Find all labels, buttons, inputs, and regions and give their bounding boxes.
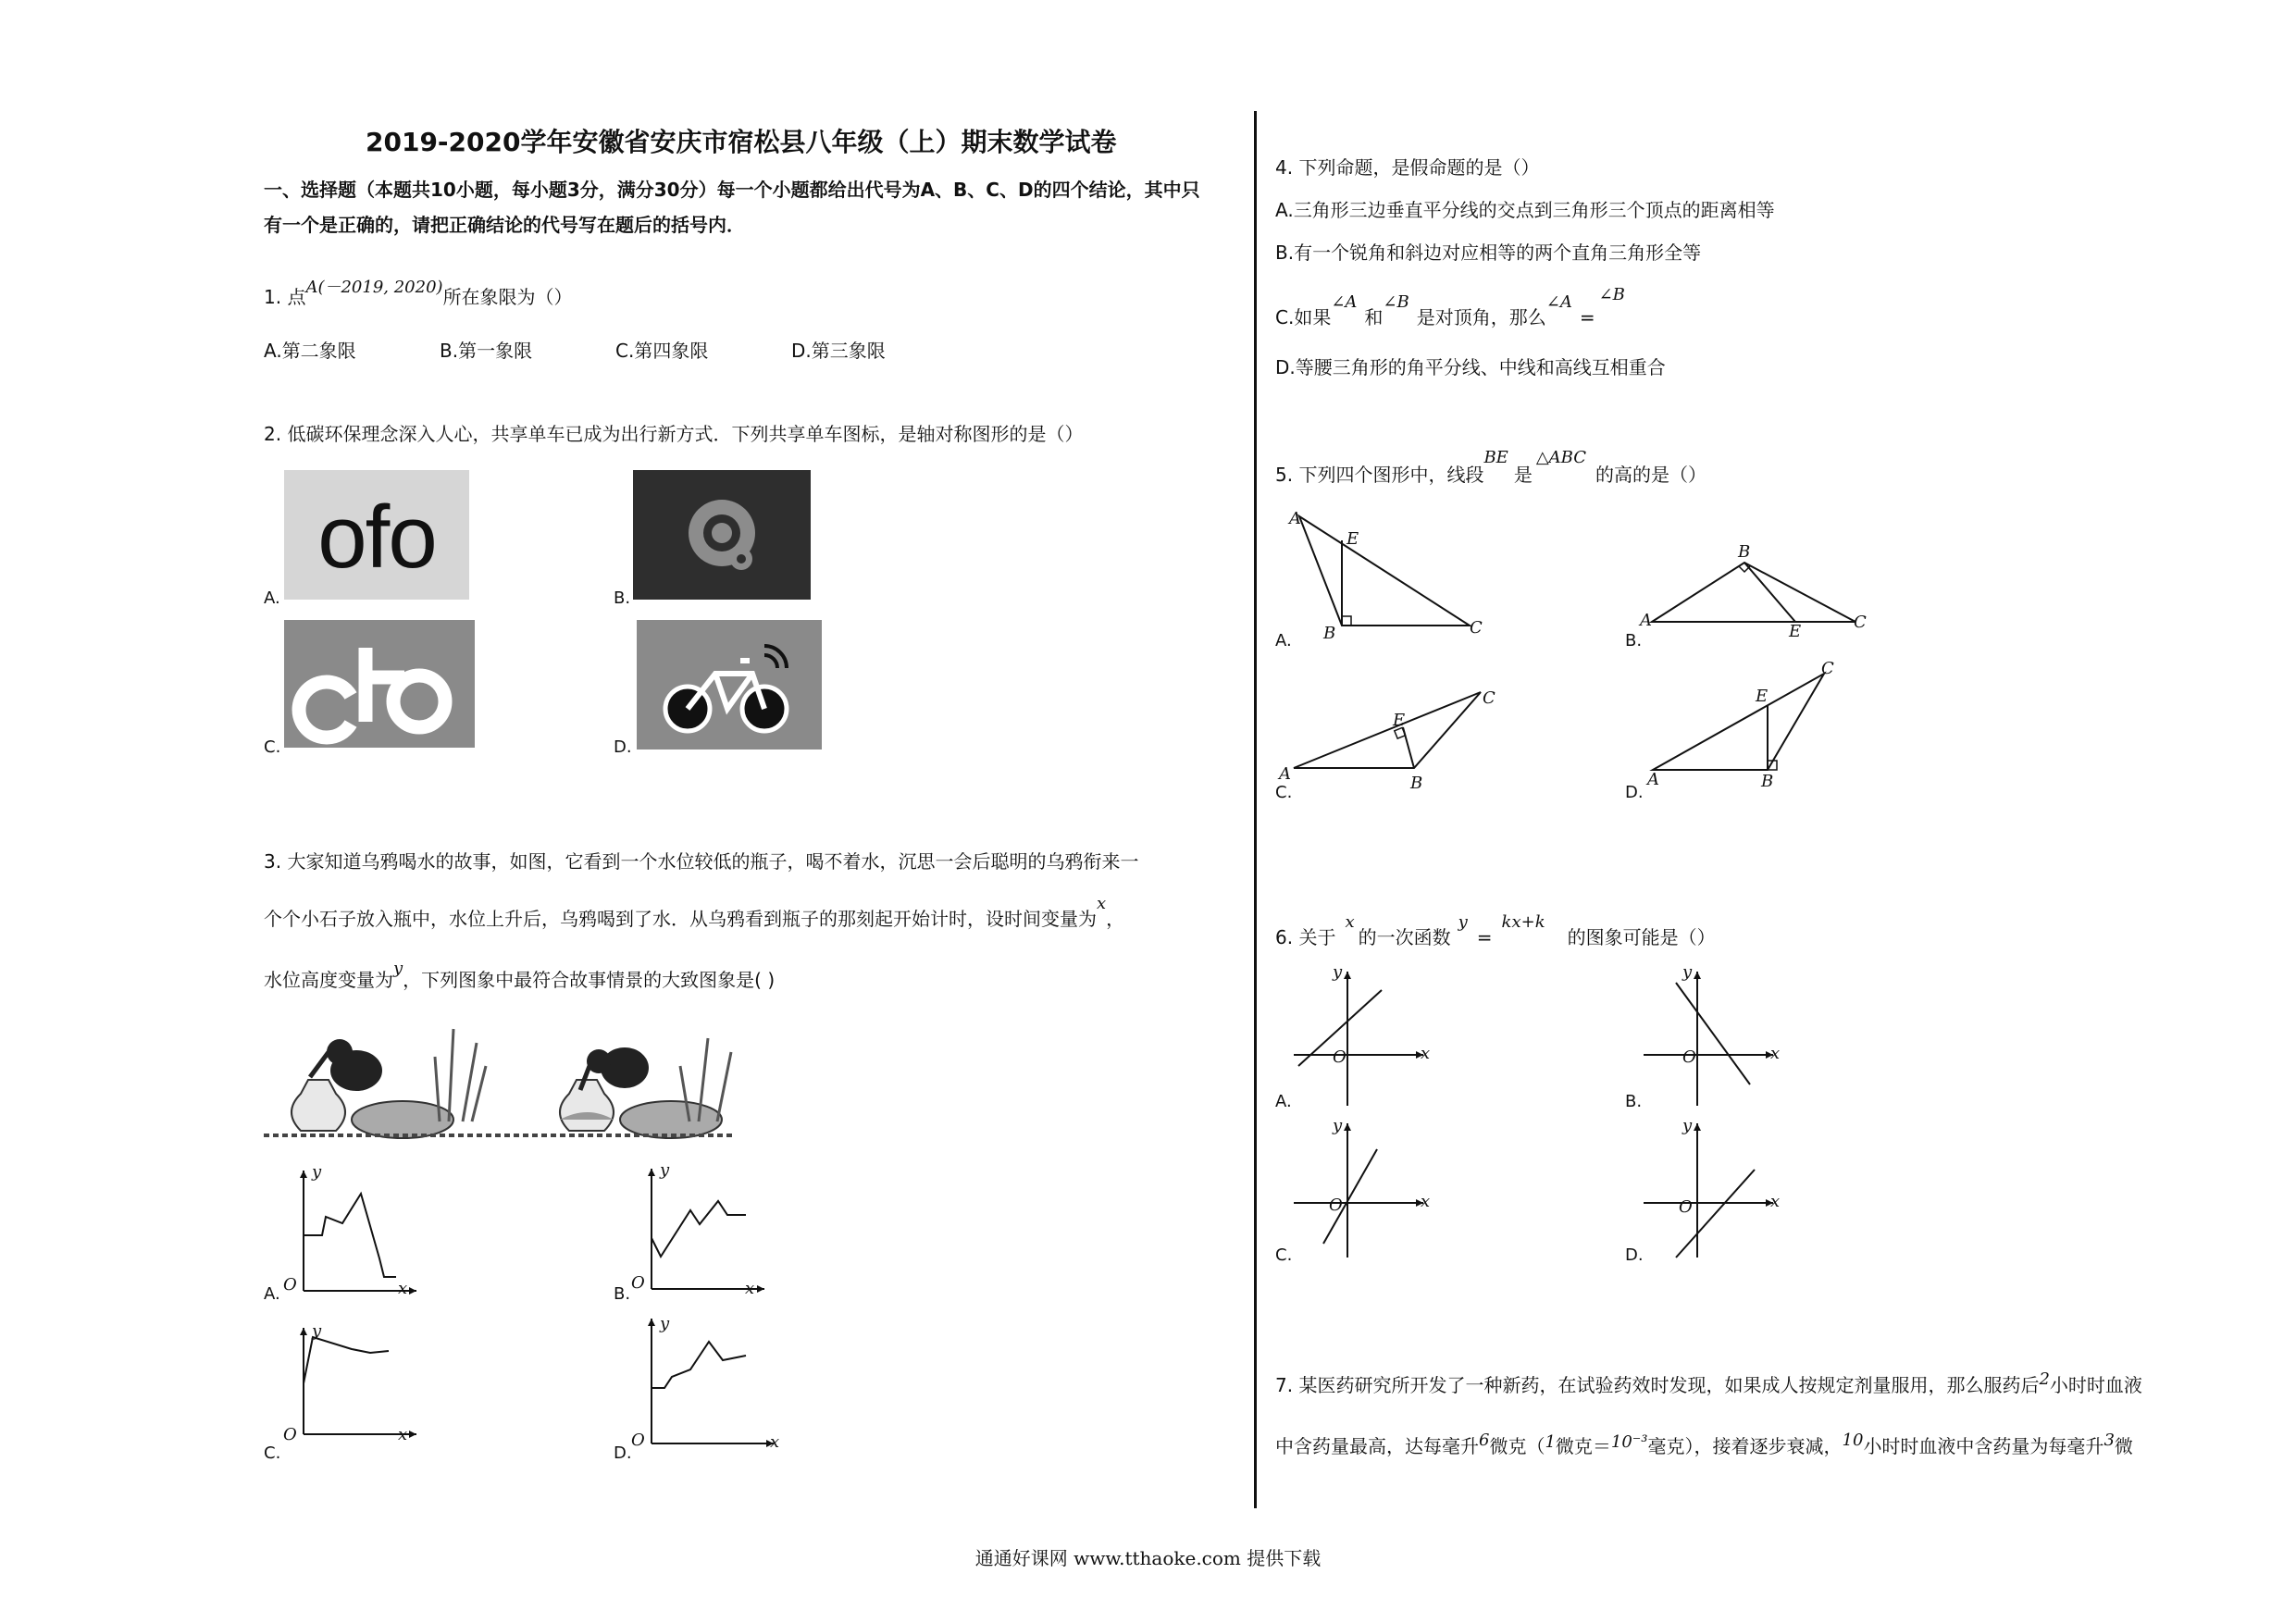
page-title: 2019-2020学年安徽省安庆市宿松县八年级（上）期末数学试卷 xyxy=(366,127,1117,157)
q3c-o: O xyxy=(283,1425,297,1444)
q3-label-d: D. xyxy=(614,1443,632,1463)
q2-label-d: D. xyxy=(614,737,632,757)
page-footer: 通通好课网 www.tthaoke.com 提供下载 xyxy=(974,1547,1322,1569)
q1-stem xyxy=(264,278,573,311)
q5d-a: A xyxy=(1647,770,1659,789)
q4-option-c xyxy=(1275,285,1625,331)
q3b-o: O xyxy=(631,1273,645,1293)
q5c-a: A xyxy=(1279,764,1291,784)
q3-var-y: y xyxy=(393,959,403,978)
q5c-c: C xyxy=(1483,688,1496,708)
q6b-x: x xyxy=(1770,1044,1781,1063)
q4c-angle-a2: ∠A xyxy=(1545,292,1572,312)
q7-l1-pre: 7. 某医药研究所开发了一种新药，在试验药效时发现，如果成人按规定剂量服用，那么服药后 xyxy=(1275,1374,2040,1396)
q5c-e: E xyxy=(1393,711,1406,730)
q5-pre: 5. 下列四个图形中，线段 xyxy=(1275,464,1484,486)
q6-expr: kx+k xyxy=(1501,912,1545,932)
q2-label-c: C. xyxy=(264,737,281,757)
q3a-x: x xyxy=(398,1279,408,1298)
mobike-logo xyxy=(637,620,822,750)
q7-l2-c: 微克＝ xyxy=(1555,1435,1611,1457)
q6-x: x xyxy=(1345,912,1355,932)
q6d-y: y xyxy=(1682,1116,1693,1135)
hello-bike-logo xyxy=(284,620,475,748)
q6-graph-a xyxy=(1285,962,1451,1110)
q5d-b: B xyxy=(1761,772,1774,791)
q5a-b: B xyxy=(1323,624,1336,643)
q6d-x: x xyxy=(1770,1192,1781,1211)
q6-label-b: B. xyxy=(1625,1092,1643,1111)
q5-figure-b xyxy=(1643,546,1874,638)
q4c-angle-b: ∠B xyxy=(1383,292,1409,312)
q7-line2 xyxy=(1275,1431,2133,1460)
q6-stem xyxy=(1275,912,1716,951)
q5b-a: A xyxy=(1640,611,1652,630)
q7-l2-n5: 3 xyxy=(2104,1431,2115,1450)
ofo-logo-text: ofo xyxy=(317,488,436,587)
q5a-a: A xyxy=(1289,509,1301,528)
q2-label-b: B. xyxy=(614,588,631,608)
q3a-y: y xyxy=(312,1162,322,1182)
q3d-y: y xyxy=(660,1314,670,1333)
q4c-pre: C.如果 xyxy=(1275,306,1332,328)
q7-line1 xyxy=(1275,1369,2142,1399)
q1-option-b: B.第一象限 xyxy=(440,340,533,362)
q6c-y: y xyxy=(1333,1116,1343,1135)
crow-scene-2 xyxy=(532,1038,736,1138)
q5-figure-a xyxy=(1285,507,1497,646)
q3d-o: O xyxy=(631,1431,645,1450)
q6-label-a: A. xyxy=(1275,1092,1292,1111)
q7-l2-n2: 1 xyxy=(1545,1432,1556,1452)
q6-label-c: C. xyxy=(1275,1245,1293,1265)
q5-label-c: C. xyxy=(1275,783,1293,802)
q3-line2-pre: 个个小石子放入瓶中，水位上升后，乌鸦喝到了水．从乌鸦看到瓶子的那刻起开始计时，设时间变量为 xyxy=(264,908,1097,930)
q4c-mid2: 是对顶角，那么 xyxy=(1416,306,1546,328)
q3-line2 xyxy=(264,894,1125,933)
q6d-o: O xyxy=(1679,1197,1693,1217)
q2-label-a: A. xyxy=(264,588,280,608)
q3c-y: y xyxy=(312,1321,322,1341)
q6a-x: x xyxy=(1421,1044,1431,1063)
q6-graph-b xyxy=(1634,962,1801,1110)
q5-label-d: D. xyxy=(1625,783,1644,802)
q3-label-a: A. xyxy=(264,1284,280,1304)
q1-option-d: D.第三象限 xyxy=(791,340,886,362)
q5b-e: E xyxy=(1789,622,1802,641)
q3c-x: x xyxy=(398,1425,408,1444)
q5-figure-c xyxy=(1286,685,1499,787)
q7-l2-d: 毫克），接着逐步衰减， xyxy=(1647,1435,1843,1457)
q5-label-b: B. xyxy=(1625,631,1643,650)
q3-line3-post: ，下列图象中最符合故事情景的大致图象是( ) xyxy=(403,969,776,991)
q6b-y: y xyxy=(1682,962,1693,982)
q3-line3 xyxy=(264,959,776,994)
q1-pre: 1. 点 xyxy=(264,286,306,308)
q1-post: 所在象限为（） xyxy=(442,286,573,308)
q6-graph-d xyxy=(1634,1114,1801,1262)
q5a-c: C xyxy=(1470,618,1483,638)
column-divider xyxy=(1254,111,1257,1508)
q5d-c: C xyxy=(1821,659,1834,678)
q3b-x: x xyxy=(745,1279,755,1298)
q5-label-a: A. xyxy=(1275,631,1292,650)
q4c-mid: 和 xyxy=(1364,306,1384,328)
q3a-o: O xyxy=(283,1275,297,1295)
q3-graph-d xyxy=(626,1314,783,1462)
q5-be: BE xyxy=(1483,448,1508,467)
q7-l2-n1: 6 xyxy=(1479,1431,1490,1450)
q6a-o: O xyxy=(1333,1047,1347,1067)
q4-option-b: B.有一个锐角和斜边对应相等的两个直角三角形全等 xyxy=(1275,242,1702,264)
q5-figure-d xyxy=(1644,666,1847,787)
q6a-y: y xyxy=(1333,962,1343,982)
q2-stem: 2. 低碳环保理念深入人心，共享单车已成为出行新方式．下列共享单车图标，是轴对称图形的是（） xyxy=(264,423,1084,445)
section-heading: 一、选择题（本题共10小题，每小题3分，满分30分）每一个小题都给出代号为A、B、C、D的四个结论，其中只有一个是正确的，请把正确结论的代号写在题后的括号内． xyxy=(264,179,1200,236)
q5c-b: B xyxy=(1410,774,1423,793)
q4c-angle-a: ∠A xyxy=(1331,292,1358,312)
q3-label-b: B. xyxy=(614,1284,631,1304)
q5-abc: △ABC xyxy=(1535,448,1587,467)
q4c-angle-b2: ∠B xyxy=(1598,285,1625,304)
q5-post: 的高的是（） xyxy=(1595,464,1707,486)
q3-var-x: x xyxy=(1097,894,1107,913)
q5-mid: 是 xyxy=(1513,464,1533,486)
q6c-o: O xyxy=(1329,1196,1343,1215)
q3-line2-post: ， xyxy=(1106,908,1125,930)
q1-option-c: C.第四象限 xyxy=(615,340,709,362)
q6-y: y xyxy=(1458,912,1468,932)
q5b-b: B xyxy=(1738,542,1751,562)
q1-option-a: A.第二象限 xyxy=(264,340,356,362)
q6-eq: = xyxy=(1476,926,1493,948)
q7-l2-a: 中含药量最高，达每毫升 xyxy=(1275,1435,1479,1457)
q6b-o: O xyxy=(1682,1047,1696,1067)
q4-stem: 4. 下列命题，是假命题的是（） xyxy=(1275,156,1540,179)
q5a-e: E xyxy=(1347,529,1359,549)
q7-l1-post: 小时时血液 xyxy=(2049,1374,2142,1396)
q7-l2-b: 微克（ xyxy=(1489,1435,1545,1457)
q6c-x: x xyxy=(1421,1192,1431,1211)
q6-mid: 的一次函数 xyxy=(1358,926,1451,948)
q3d-x: x xyxy=(770,1432,780,1452)
q7-l2-e: 小时时血液中含药量为每毫升 xyxy=(1863,1435,2104,1457)
q1-math: A(－2019, 2020) xyxy=(305,278,443,297)
q7-l2-f: 微 xyxy=(2114,1435,2133,1457)
q5d-e: E xyxy=(1756,687,1769,706)
crow-illustration xyxy=(264,1001,736,1140)
q3-line1: 3. 大家知道乌鸦喝水的故事，如图，它看到一个水位较低的瓶子，喝不着水，沉思一会后聪明的乌鸦衔来一 xyxy=(264,850,1139,873)
q3b-y: y xyxy=(660,1160,670,1180)
q4c-eq: = xyxy=(1579,306,1595,328)
q5b-c: C xyxy=(1854,613,1867,632)
q4-option-a: A.三角形三边垂直平分线的交点到三角形三个顶点的距离相等 xyxy=(1275,199,1775,221)
q-bike-logo xyxy=(633,470,811,600)
q4-option-d: D.等腰三角形的角平分线、中线和高线互相重合 xyxy=(1275,356,1666,378)
q3-line3-pre: 水位高度变量为 xyxy=(264,969,393,991)
q6-graph-c xyxy=(1285,1114,1451,1262)
q5-stem xyxy=(1275,448,1707,489)
ofo-logo xyxy=(284,470,469,600)
q3-label-c: C. xyxy=(264,1443,281,1463)
q6-label-d: D. xyxy=(1625,1245,1644,1265)
q7-l2-n4: 10 xyxy=(1842,1431,1864,1450)
q7-l2-n3: 10⁻³ xyxy=(1610,1432,1648,1452)
q6-post: 的图象可能是（） xyxy=(1567,926,1716,948)
q6-pre: 6. 关于 xyxy=(1275,926,1336,948)
crow-scene-1 xyxy=(264,1029,532,1138)
q7-l1-num: 2 xyxy=(2039,1369,2050,1389)
